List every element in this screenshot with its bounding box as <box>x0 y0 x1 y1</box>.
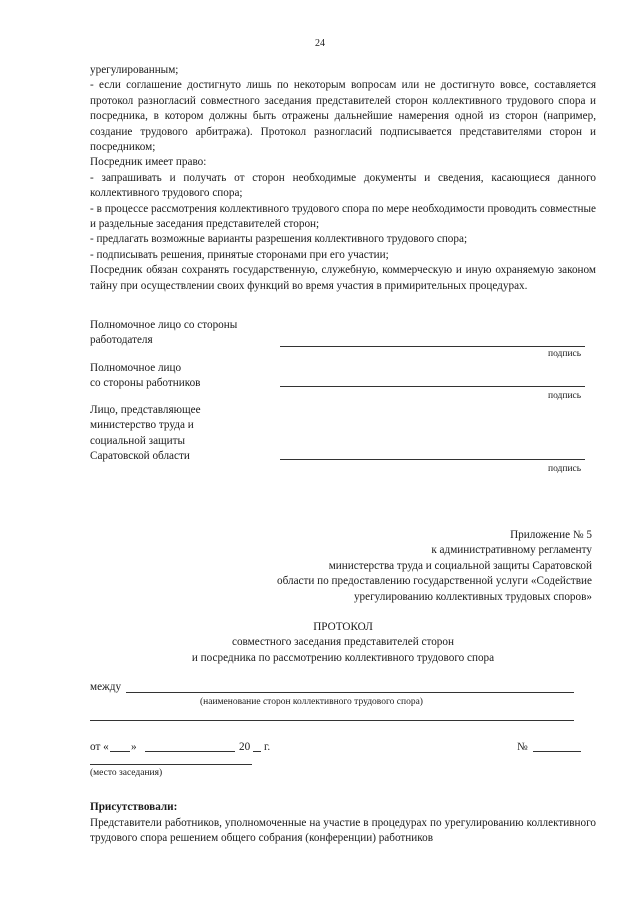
signature-caption: подпись <box>548 349 582 359</box>
signature-employer-line <box>280 346 585 347</box>
year-suffix: г. <box>264 741 271 753</box>
body-paragraph: - если соглашение достигнуто лишь по некоторым вопросам или не достигнуто вовсе, составляется протокол разногласий совместного заседания представителей сторон коллективного трудового спора и посредника, в котором должны быть отражены дальнейшие намерения одной из сторон (например, создание трудового арбитража). Протокол разногласий подписывается представителями сторон и посредником; <box>90 79 596 154</box>
body-paragraph: Посредник обязан сохранять государственную, служебную, коммерческую и иную охраняемую законом тайну при осуществлении своих функций во время участия в примирительных процедурах. <box>90 264 596 292</box>
body-paragraph: - запрашивать и получать от сторон необходимые документы и сведения, касающиеся данного коллективного трудового спора; <box>90 171 596 200</box>
page-number: 24 <box>315 38 325 49</box>
body-paragraph: Посредник имеет право: <box>90 156 207 169</box>
place-caption: (место заседания) <box>90 768 163 778</box>
day-field-line <box>110 751 130 752</box>
year-field-line <box>253 751 261 752</box>
body-paragraph: - предлагать возможные варианты разрешения коллективного трудового спора; <box>90 233 468 246</box>
body-paragraph: - в процессе рассмотрения коллективного трудового спора по мере необходимости проводить совместные и раздельные заседания представителей сторон; <box>90 202 596 231</box>
protocol-title: ПРОТОКОЛ <box>313 621 373 633</box>
parties-caption: (наименование сторон коллективного трудового спора) <box>200 697 423 707</box>
year-prefix: 20 <box>239 741 251 753</box>
number-field-line <box>533 751 581 752</box>
signature-caption: подпись <box>548 464 582 474</box>
parties-field-line-2 <box>90 720 574 721</box>
signature-ministry-line <box>280 459 585 460</box>
number-label: № <box>517 741 528 753</box>
month-field-line <box>145 751 235 752</box>
date-mid: » <box>131 741 137 753</box>
place-field-line <box>90 764 252 765</box>
parties-field-line <box>126 692 574 693</box>
signature-workers-label: Полномочное лицо со стороны работников <box>90 362 201 390</box>
signature-employer-label: Полномочное лицо со стороны работодателя <box>90 319 238 347</box>
body-paragraph: - подписывать решения, принятые сторонами при его участии; <box>90 248 389 261</box>
appendix-header: Приложение № 5 к административному регламенту министерства труда и социальной защиты Саратовской области по предоставлению государственной услуги «Содействие урегулированию коллективных трудовых споров» <box>276 529 592 603</box>
present-text-block <box>90 816 596 847</box>
date-prefix: от « <box>90 741 109 753</box>
signature-caption: подпись <box>548 391 582 401</box>
signature-workers-line <box>280 386 585 387</box>
body-text <box>90 63 596 294</box>
present-heading: Присутствовали: <box>90 801 178 813</box>
between-label: между <box>90 681 122 693</box>
body-paragraph: урегулированным; <box>90 64 179 76</box>
present-paragraph: Представители работников, уполномоченные на участие в процедурах по урегулированию коллективного трудового спора решением общего собрания (конференции) работников <box>90 817 596 845</box>
protocol-title-block: ПРОТОКОЛ совместного заседания представителей сторон и посредника по рассмотрению коллективного трудового спора <box>90 620 596 666</box>
signature-ministry-label: Лицо, представляющее министерство труда и социальной защиты Саратовской области <box>90 404 201 463</box>
